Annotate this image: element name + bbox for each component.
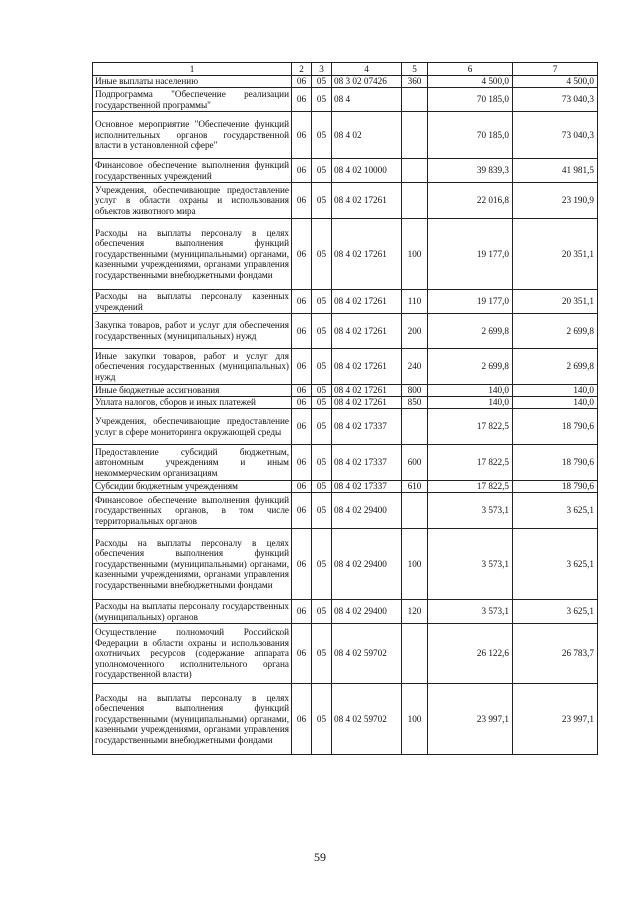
row-name: Иные бюджетные ассигнования bbox=[93, 385, 292, 397]
row-name: Уплата налогов, сборов и иных платежей bbox=[93, 397, 292, 409]
amount-col6: 17 822,5 bbox=[428, 409, 513, 445]
subsection-code: 05 bbox=[312, 600, 332, 624]
table-row bbox=[93, 397, 598, 409]
amount-col7: 20 351,1 bbox=[513, 290, 598, 314]
amount-col7: 73 040,3 bbox=[513, 88, 598, 112]
amount-col7: 4 500,0 bbox=[513, 76, 598, 88]
amount-col6: 70 185,0 bbox=[428, 112, 513, 159]
subsection-code: 05 bbox=[312, 397, 332, 409]
table-row bbox=[93, 349, 598, 385]
section-code: 06 bbox=[292, 183, 312, 219]
amount-col7: 3 625,1 bbox=[513, 529, 598, 600]
amount-col6: 19 177,0 bbox=[428, 290, 513, 314]
target-article-code: 08 4 02 17261 bbox=[332, 219, 402, 290]
section-code: 06 bbox=[292, 112, 312, 159]
table-row bbox=[93, 493, 598, 529]
row-name: Закупка товаров, работ и услуг для обеспечения государственных (муниципальных) нужд bbox=[93, 314, 292, 349]
column-header: 1 bbox=[93, 63, 292, 76]
subsection-code: 05 bbox=[312, 385, 332, 397]
table-row bbox=[93, 159, 598, 183]
expense-type-code: 800 bbox=[402, 385, 428, 397]
expense-type-code: 360 bbox=[402, 76, 428, 88]
table-row bbox=[93, 624, 598, 684]
amount-col7: 18 790,6 bbox=[513, 481, 598, 493]
table-row bbox=[93, 112, 598, 159]
subsection-code: 05 bbox=[312, 290, 332, 314]
page-number: 59 bbox=[314, 850, 326, 864]
table-row bbox=[93, 445, 598, 481]
target-article-code: 08 4 02 17261 bbox=[332, 385, 402, 397]
target-article-code: 08 4 02 17261 bbox=[332, 290, 402, 314]
subsection-code: 05 bbox=[312, 219, 332, 290]
section-code: 06 bbox=[292, 684, 312, 755]
section-code: 06 bbox=[292, 600, 312, 624]
subsection-code: 05 bbox=[312, 314, 332, 349]
section-code: 06 bbox=[292, 314, 312, 349]
section-code: 06 bbox=[292, 397, 312, 409]
row-name: Финансовое обеспечение выполнения функций государственных органов, в том числе территориальных органов bbox=[93, 493, 292, 529]
target-article-code: 08 4 02 10000 bbox=[332, 159, 402, 183]
column-header: 5 bbox=[402, 63, 428, 76]
amount-col6: 2 699,8 bbox=[428, 314, 513, 349]
row-name: Расходы на выплаты персоналу в целях обеспечения выполнения функций государственными (муниципальными) органами, казенными учреждениями, органами управления государственными внебюджетными фондами bbox=[93, 684, 292, 755]
row-name: Финансовое обеспечение выполнения функций государственных учреждений bbox=[93, 159, 292, 183]
target-article-code: 08 4 02 bbox=[332, 112, 402, 159]
expense-type-code: 100 bbox=[402, 684, 428, 755]
row-name: Основное мероприятие "Обеспечение функций исполнительных органов государственной власти в установленной сфере" bbox=[93, 112, 292, 159]
amount-col6: 4 500,0 bbox=[428, 76, 513, 88]
amount-col6: 140,0 bbox=[428, 397, 513, 409]
expense-type-code bbox=[402, 624, 428, 684]
column-header: 6 bbox=[428, 63, 513, 76]
amount-col7: 41 981,5 bbox=[513, 159, 598, 183]
amount-col7: 2 699,8 bbox=[513, 349, 598, 385]
amount-col6: 140,0 bbox=[428, 385, 513, 397]
subsection-code: 05 bbox=[312, 76, 332, 88]
column-header: 2 bbox=[292, 63, 312, 76]
subsection-code: 05 bbox=[312, 349, 332, 385]
section-code: 06 bbox=[292, 349, 312, 385]
amount-col6: 2 699,8 bbox=[428, 349, 513, 385]
subsection-code: 05 bbox=[312, 112, 332, 159]
amount-col6: 23 997,1 bbox=[428, 684, 513, 755]
expense-type-code bbox=[402, 112, 428, 159]
amount-col7: 23 997,1 bbox=[513, 684, 598, 755]
section-code: 06 bbox=[292, 493, 312, 529]
row-name: Расходы на выплаты персоналу в целях обеспечения выполнения функций государственными (муниципальными) органами, казенными учреждениями, органами управления государственными внебюджетными фондами bbox=[93, 529, 292, 600]
expense-type-code: 100 bbox=[402, 529, 428, 600]
row-name: Иные выплаты населению bbox=[93, 76, 292, 88]
subsection-code: 05 bbox=[312, 445, 332, 481]
target-article-code: 08 4 02 17261 bbox=[332, 349, 402, 385]
row-name: Подпрограмма "Обеспечение реализации государственной программы" bbox=[93, 88, 292, 112]
expense-type-code bbox=[402, 88, 428, 112]
amount-col6: 3 573,1 bbox=[428, 529, 513, 600]
amount-col7: 18 790,6 bbox=[513, 409, 598, 445]
amount-col6: 17 822,5 bbox=[428, 445, 513, 481]
expense-type-code: 100 bbox=[402, 219, 428, 290]
amount-col6: 19 177,0 bbox=[428, 219, 513, 290]
amount-col7: 2 699,8 bbox=[513, 314, 598, 349]
target-article-code: 08 4 02 17261 bbox=[332, 397, 402, 409]
column-header: 4 bbox=[332, 63, 402, 76]
budget-table bbox=[92, 62, 598, 755]
section-code: 06 bbox=[292, 76, 312, 88]
expense-type-code: 200 bbox=[402, 314, 428, 349]
table-row bbox=[93, 481, 598, 493]
row-name: Предоставление субсидий бюджетным, автономным учреждениям и иным некоммерческим организациям bbox=[93, 445, 292, 481]
table-row bbox=[93, 76, 598, 88]
amount-col7: 23 190,9 bbox=[513, 183, 598, 219]
section-code: 06 bbox=[292, 529, 312, 600]
subsection-code: 05 bbox=[312, 493, 332, 529]
expense-type-code bbox=[402, 409, 428, 445]
row-name: Расходы на выплаты персоналу казенных учреждений bbox=[93, 290, 292, 314]
target-article-code: 08 4 02 17261 bbox=[332, 183, 402, 219]
header-row bbox=[93, 63, 598, 76]
target-article-code: 08 4 02 29400 bbox=[332, 529, 402, 600]
amount-col7: 3 625,1 bbox=[513, 600, 598, 624]
section-code: 06 bbox=[292, 159, 312, 183]
subsection-code: 05 bbox=[312, 481, 332, 493]
table-row bbox=[93, 88, 598, 112]
table-row bbox=[93, 600, 598, 624]
expense-type-code bbox=[402, 183, 428, 219]
amount-col6: 70 185,0 bbox=[428, 88, 513, 112]
section-code: 06 bbox=[292, 88, 312, 112]
subsection-code: 05 bbox=[312, 159, 332, 183]
section-code: 06 bbox=[292, 409, 312, 445]
target-article-code: 08 4 02 17337 bbox=[332, 445, 402, 481]
table-row bbox=[93, 314, 598, 349]
target-article-code: 08 4 02 29400 bbox=[332, 493, 402, 529]
amount-col6: 22 016,8 bbox=[428, 183, 513, 219]
target-article-code: 08 4 02 59702 bbox=[332, 624, 402, 684]
row-name: Учреждения, обеспечивающие предоставление услуг в сфере мониторинга окружающей среды bbox=[93, 409, 292, 445]
subsection-code: 05 bbox=[312, 183, 332, 219]
target-article-code: 08 4 02 17261 bbox=[332, 314, 402, 349]
table-row bbox=[93, 529, 598, 600]
section-code: 06 bbox=[292, 624, 312, 684]
expense-type-code: 240 bbox=[402, 349, 428, 385]
row-name: Расходы на выплаты персоналу в целях обеспечения выполнения функций государственными (муниципальными) органами, казенными учреждениями, органами управления государственными внебюджетными фондами bbox=[93, 219, 292, 290]
amount-col7: 140,0 bbox=[513, 397, 598, 409]
subsection-code: 05 bbox=[312, 684, 332, 755]
section-code: 06 bbox=[292, 290, 312, 314]
row-name: Расходы на выплаты персоналу государственных (муниципальных) органов bbox=[93, 600, 292, 624]
subsection-code: 05 bbox=[312, 624, 332, 684]
amount-col7: 140,0 bbox=[513, 385, 598, 397]
column-header: 3 bbox=[312, 63, 332, 76]
target-article-code: 08 4 02 17337 bbox=[332, 481, 402, 493]
amount-col7: 3 625,1 bbox=[513, 493, 598, 529]
table-row bbox=[93, 684, 598, 755]
target-article-code: 08 4 bbox=[332, 88, 402, 112]
amount-col7: 73 040,3 bbox=[513, 112, 598, 159]
amount-col7: 26 783,7 bbox=[513, 624, 598, 684]
section-code: 06 bbox=[292, 219, 312, 290]
subsection-code: 05 bbox=[312, 88, 332, 112]
amount-col6: 3 573,1 bbox=[428, 600, 513, 624]
amount-col6: 3 573,1 bbox=[428, 493, 513, 529]
expense-type-code: 110 bbox=[402, 290, 428, 314]
expense-type-code: 120 bbox=[402, 600, 428, 624]
table-row bbox=[93, 219, 598, 290]
row-name: Субсидии бюджетным учреждениям bbox=[93, 481, 292, 493]
subsection-code: 05 bbox=[312, 409, 332, 445]
amount-col6: 26 122,6 bbox=[428, 624, 513, 684]
table-row bbox=[93, 385, 598, 397]
target-article-code: 08 3 02 07426 bbox=[332, 76, 402, 88]
section-code: 06 bbox=[292, 481, 312, 493]
row-name: Осуществление полномочий Российской Федерации в области охраны и использования охотничьих ресурсов (содержание аппарата уполномоченного исполнительного органа государственной власти) bbox=[93, 624, 292, 684]
amount-col7: 18 790,6 bbox=[513, 445, 598, 481]
expense-type-code: 610 bbox=[402, 481, 428, 493]
row-name: Иные закупки товаров, работ и услуг для обеспечения государственных (муниципальных) нужд bbox=[93, 349, 292, 385]
table-row bbox=[93, 409, 598, 445]
expense-type-code: 850 bbox=[402, 397, 428, 409]
target-article-code: 08 4 02 17337 bbox=[332, 409, 402, 445]
target-article-code: 08 4 02 59702 bbox=[332, 684, 402, 755]
target-article-code: 08 4 02 29400 bbox=[332, 600, 402, 624]
amount-col6: 39 839,3 bbox=[428, 159, 513, 183]
section-code: 06 bbox=[292, 445, 312, 481]
row-name: Учреждения, обеспечивающие предоставление услуг в области охраны и использования объектов животного мира bbox=[93, 183, 292, 219]
column-header: 7 bbox=[513, 63, 598, 76]
amount-col6: 17 822,5 bbox=[428, 481, 513, 493]
table-row bbox=[93, 290, 598, 314]
expense-type-code bbox=[402, 493, 428, 529]
amount-col7: 20 351,1 bbox=[513, 219, 598, 290]
expense-type-code bbox=[402, 159, 428, 183]
table-row bbox=[93, 183, 598, 219]
subsection-code: 05 bbox=[312, 529, 332, 600]
expense-type-code: 600 bbox=[402, 445, 428, 481]
section-code: 06 bbox=[292, 385, 312, 397]
